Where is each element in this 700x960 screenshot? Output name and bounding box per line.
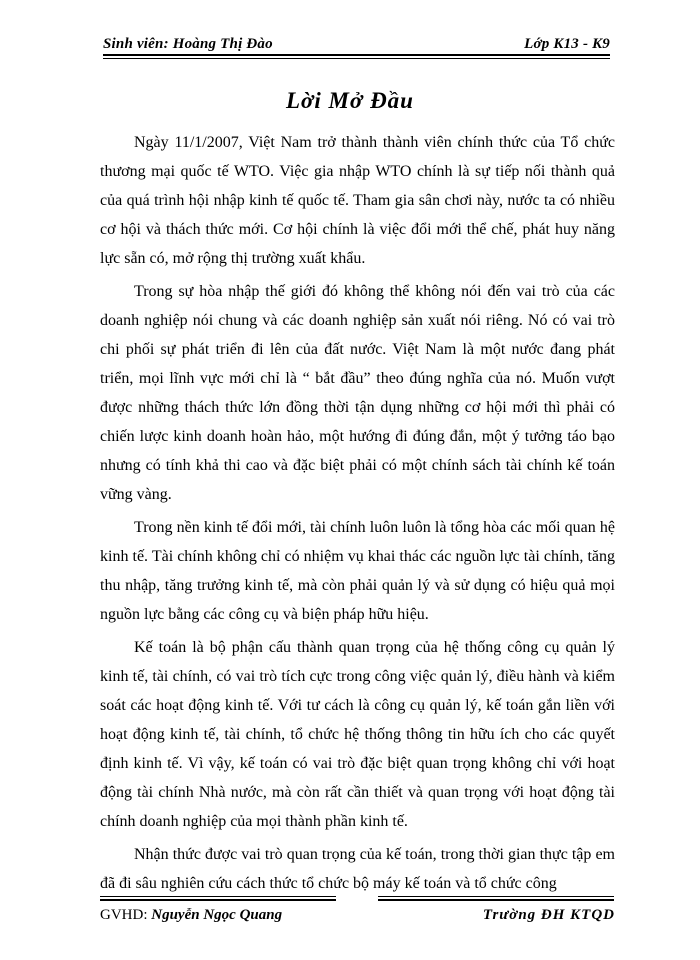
page-header <box>103 34 610 56</box>
paragraph: Trong sự hòa nhập thế giới đó không thể không nói đến vai trò của các doanh nghiệp nói chung và các doanh nghiệp sản xuất nói riêng. Nó có vai trò chi phối sự phát triển đi lên của đất nước. Việt Nam là một nước đang phát triển, mọi lĩnh vực mới chỉ là “ bắt đầu” theo đúng nghĩa của nó. Muốn vượt được những thách thức lớn đồng thời tận dụng những cơ hội mới thì phải có chiến lược kinh doanh hoàn hảo, một hướng đi đúng đắn, một ý tưởng táo bạo nhưng có tính khả thi cao và đặc biệt phải có một chính sách tài chính kế toán vững vàng. <box>100 283 615 503</box>
document-body <box>100 128 615 902</box>
school-name: Trường ĐH KTQD <box>482 907 615 923</box>
supervisor <box>100 907 282 924</box>
header-rule-thin <box>103 58 610 59</box>
page-footer <box>100 896 615 936</box>
page-title: Lời Mở Đầu <box>286 88 414 113</box>
footer-rule-right <box>378 896 614 897</box>
paragraph: Ngày 11/1/2007, Việt Nam trở thành thành viên chính thức của Tổ chức thương mại quốc tế WTO. Việc gia nhập WTO chính là sự tiếp nối thành quả của quá trình hội nhập kinh tế quốc tế. Tham gia sân chơi này, nước ta có nhiều cơ hội và thách thức mới. Cơ hội chính là việc đổi mới thể chế, phát huy năng lực sẵn có, mở rộng thị trường xuất khẩu. <box>100 134 615 267</box>
paragraph: Nhận thức được vai trò quan trọng của kế toán, trong thời gian thực tập em đã đi sâu nghiên cứu cách thức tổ chức bộ máy kế toán và tổ chức công <box>100 846 615 892</box>
paragraph: Kế toán là bộ phận cấu thành quan trọng của hệ thống công cụ quản lý kinh tế, tài chính, có vai trò tích cực trong công việc quản lý, điều hành và kiểm soát các hoạt động kinh tế. Với tư cách là công cụ quản lý, kế toán gắn liền với hoạt động kinh tế, tài chính, tổ chức hệ thống thông tin hữu ích cho các quyết định kinh tế. Vì vậy, kế toán có vai trò đặc biệt quan trọng không chỉ với hoạt động tài chính Nhà nước, mà còn rất cần thiết và quan trọng với hoạt động tài chính doanh nghiệp của mọi thành phần kinh tế. <box>100 639 615 830</box>
supervisor-label: GVHD: <box>100 907 148 923</box>
paragraph: Trong nền kinh tế đổi mới, tài chính luôn luôn là tổng hòa các mối quan hệ kinh tế. Tài chính không chỉ có nhiệm vụ khai thác các nguồn lực tài chính, tăng thu nhập, tăng trưởng kinh tế, mà còn phải quản lý và sử dụng có hiệu quả mọi nguồn lực bằng các công cụ và biện pháp hữu hiệu. <box>100 519 615 623</box>
class-code: Lớp K13 - K9 <box>524 36 610 52</box>
student-name: Sinh viên: Hoàng Thị Đào <box>103 36 273 52</box>
footer-rule-left-thick <box>100 899 336 901</box>
footer-rule-right-thick <box>378 899 614 901</box>
header-rule <box>103 54 610 56</box>
supervisor-name: Nguyễn Ngọc Quang <box>151 907 283 923</box>
footer-rule-left <box>100 896 336 897</box>
